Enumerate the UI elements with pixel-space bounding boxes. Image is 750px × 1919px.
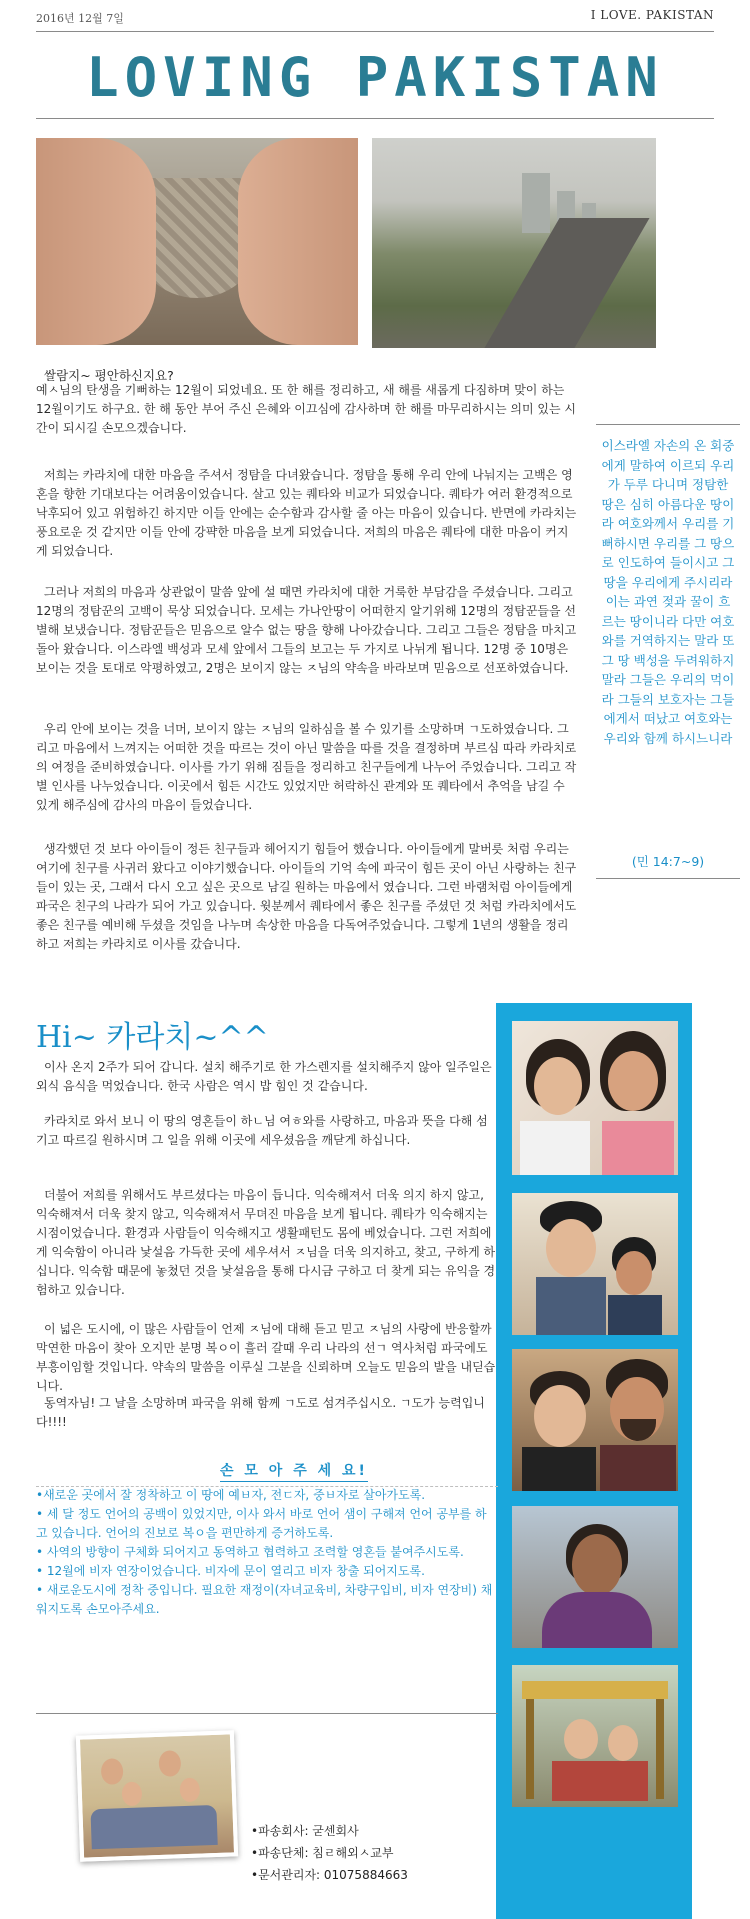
- karachi-paragraph: 더불어 저희를 위해서도 부르셨다는 마음이 듭니다. 익숙해져서 더욱 의지 하지 않고, 익숙해져서 더욱 찾지 않고, 익숙해져서 무뎌진 마음을 보게 됩니다. 퀘타가 익숙해지는 시점이었습니다. 환경과 사람들이 익숙해지고 생활패턴도 몸에 베었습니다. 그런 저희에게 익숙함이 아니라 낯설음 가득한 곳에 세우셔서 ㅈ님을 더욱 의지하고, 찾고, 구하게 하십니다. 익숙함 때문에 놓쳤던 것을 낯설음을 통해 다시금 구하고 더 찾게 되는 유익을 경험하고 있습니다.: [36, 1188, 496, 1297]
- karachi-street-photo: [372, 138, 656, 348]
- masthead-title: LOVING PAKISTAN: [86, 46, 664, 109]
- header-top-rule: [36, 31, 714, 32]
- karachi-section-title: Hi~ 카라치~^^: [36, 1020, 269, 1055]
- greeting: 쌀람지~ 평안하신지요?: [44, 368, 174, 383]
- karachi-paragraph: 동역자님! 그 날을 소망하며 파국을 위해 함께 ㄱ도로 섬겨주십시오. ㄱ도가 능력입니다!!!!: [36, 1396, 485, 1429]
- newsletter-motto: I LOVE. PAKISTAN: [590, 8, 714, 22]
- prayer-bottom-rule: [36, 1713, 498, 1714]
- prayer-item: • 세 달 정도 언어의 공백이 있었지만, 이사 와서 바로 언어 샘이 구해져 언어 공부를 하고 있습니다. 언어의 진보로 복ㅇ을 편만하게 증거하도록.: [36, 1507, 487, 1540]
- scripture-quote: 이스라엘 자손의 온 회중에게 말하여 이르되 우리가 두루 다니며 정탐한 땅은 심히 아름다운 땅이라 여호와께서 우리를 기뻐하시면 우리를 그 땅으로 인도하여 들이시고 그 땅을 우리에게 주시리라 이는 과연 젖과 꿀이 흐르는 땅이니라 다만 여호와를 거역하지는 말라 또 그 땅 백성을 두려워하지 말라 그들은 우리의 먹이라 그들의 보호자는 그들에게서 떠났고 여호와는 우리와 함께 하시느니라: [601, 438, 735, 746]
- sending-organization: •파송단체: 침ㄹ해외ㅅ교부: [251, 1846, 394, 1860]
- prayer-requests-title: 손 모 아 주 세 요!: [220, 1460, 368, 1482]
- header-bottom-rule: [36, 118, 714, 119]
- scripture-bottom-rule: [596, 878, 740, 879]
- two-boys-photo: [512, 1193, 678, 1335]
- letter-paragraph: 저희는 카라치에 대한 마음을 주셔서 정탐을 다녀왔습니다. 정탐을 통해 우리 안에 나눠지는 고백은 영혼을 향한 기대보다는 어려움이었습니다. 살고 있는 퀘타와 비교가 되었습니다. 퀘타가 여러 환경적으로 낙후되어 있고 위험하긴 하지만 이들 안에는 순수함과 감사할 줄 아는 마음이 있습니다. 반면에 카라치는 풍요로운 것 같지만 이들 안에 강퍅한 마음을 보게 되었습니다. 저희의 마음은 퀘타에 대한 마음이 커지게 되었습니다.: [36, 468, 577, 558]
- prayer-item: • 새로운도시에 정착 중입니다. 필요한 재정이(자녀교육비, 차량구입비, 비자 연장비) 채워지도록 손모아주세요.: [36, 1583, 493, 1616]
- prayer-item: • 사역의 방향이 구체화 되어지고 동역하고 협력하고 조력할 영혼들 붙여주시도록.: [36, 1545, 464, 1559]
- letter-paragraph: 우리 안에 보이는 것을 너머, 보이지 않는 ㅈ님의 일하심을 볼 수 있기를 소망하며 ㄱ도하였습니다. 그리고 마음에서 느껴지는 어떠한 것을 따르는 것이 아닌 말씀을 따를 것을 결정하며 부르심 따라 카라치로의 여정을 준비하였습니다. 이사를 가기 위해 짐들을 정리하고 친구들에게 나누어 주었습니다. 그리고 작별 인사를 나누었습니다. 이곳에서 힘든 시간도 있었지만 허락하신 관계와 또 퀘타에서 추억을 남길 수 있게 해주심에 감사의 마음이 들었습니다.: [36, 722, 577, 812]
- family-photo: [76, 1730, 238, 1861]
- contact-info: [251, 1820, 408, 1886]
- scripture-top-rule: [596, 424, 740, 425]
- karachi-paragraph: 카라치로 와서 보니 이 땅의 영혼들이 하ㄴ님 여ㅎ와를 사랑하고, 마음과 뜻을 다해 섬기고 따르길 원하시며 그 일을 위해 이곳에 세우셨음을 깨닫게 하십니다.: [36, 1114, 488, 1147]
- letter-paragraph: 그러나 저희의 마음과 상관없이 말씀 앞에 설 때면 카라치에 대한 거룩한 부담감을 주셨습니다. 그리고 12명의 정탐꾼의 고백이 묵상 되었습니다. 모세는 가나안땅이 어떠한지 알기위해 12명의 정탐꾼들을 선별해 보냈습니다. 정탐꾼들은 믿음으로 알수 없는 땅을 향해 나아갔습니다. 그리고 그들은 정탐을 마치고 돌아 왔습니다. 이스라엘 백성과 모세 앞에서 그들의 보고는 두 가지로 나뉘게 됩니다. 12명 중 10명은 보이는 것을 토대로 악평하였고, 2명은 보이지 않는 ㅈ님의 약속을 바라보며 믿음으로 선포하였습니다.: [36, 585, 577, 675]
- issue-date: 2016년 12월 7일: [36, 12, 124, 25]
- letter-paragraph: 예ㅅ님의 탄생을 기뻐하는 12월이 되었네요. 또 한 해를 정리하고, 새 해를 새롭게 다짐하며 맞이 하는 12월이기도 하구요. 한 해 동안 부어 주신 은혜와 이끄심에 감사하며 한 해를 마무리하시는 의미 있는 시간이 되시길 손모으겠습니다.: [36, 383, 576, 435]
- scripture-reference: (민 14:7~9): [631, 854, 705, 869]
- prayer-item: • 12월에 비자 연장이었습니다. 비자에 문이 열리고 비자 창출 되어지도록.: [36, 1564, 425, 1578]
- two-women-selfie-photo: [512, 1021, 678, 1175]
- woman-portrait-photo: [512, 1506, 678, 1648]
- document-manager: •문서관리자: 01075884663: [251, 1868, 408, 1882]
- two-men-selfie-photo: [512, 1349, 678, 1491]
- rickshaw-ride-photo: [512, 1665, 678, 1807]
- letter-paragraph: 생각했던 것 보다 아이들이 정든 친구들과 헤어지기 힘들어 했습니다. 아이들에게 말버릇 처럼 우리는 여기에 친구를 사귀러 왔다고 이야기했습니다. 아이들의 기억 속에 파국이 힘든 곳이 아닌 사랑하는 친구들이 있는 곳, 그래서 다시 오고 싶은 곳으로 남길 원하는 마음에서 였습니다. 그런 바램처럼 아이들에게 파국은 친구의 나라가 되어 가고 있습니다. 윗분께서 퀘타에서 좋은 친구를 주셨던 것 처럼 카라치에서도 좋은 친구를 예비해 두셨을 것임을 나누며 속상한 마음을 다독여주었습니다. 그렇게 1년의 생활을 정리하고 저희는 카라치로 이사를 갔습니다.: [36, 842, 577, 951]
- heart-hands-city-photo: [36, 138, 358, 345]
- prayer-item: •새로운 곳에서 잘 정착하고 이 땅에 예ㅂ자, 전ㄷ자, 중ㅂ자로 살아가도록.: [36, 1488, 426, 1502]
- prayer-request-list: [36, 1486, 498, 1619]
- sending-company: •파송회사: 굳센회사: [251, 1824, 359, 1838]
- karachi-paragraph: 이 넓은 도시에, 이 많은 사람들이 언제 ㅈ님에 대해 듣고 믿고 ㅈ님의 사랑에 반응할까 막연한 마음이 찾아 오지만 분명 복ㅇ이 흘러 갈때 우리 나라의 선ㄱ 역사처럼 파국에도 부흥이임할 것입니다. 약속의 말씀을 이루실 그분을 신뢰하며 오늘도 믿음의 발을 내딛습니다.: [36, 1322, 496, 1393]
- karachi-paragraph: 이사 온지 2주가 되어 갑니다. 설치 해주기로 한 가스렌지를 설치해주지 않아 일주일은 외식 음식을 먹었습니다. 한국 사람은 역시 밥 힘인 것 같습니다.: [36, 1060, 492, 1093]
